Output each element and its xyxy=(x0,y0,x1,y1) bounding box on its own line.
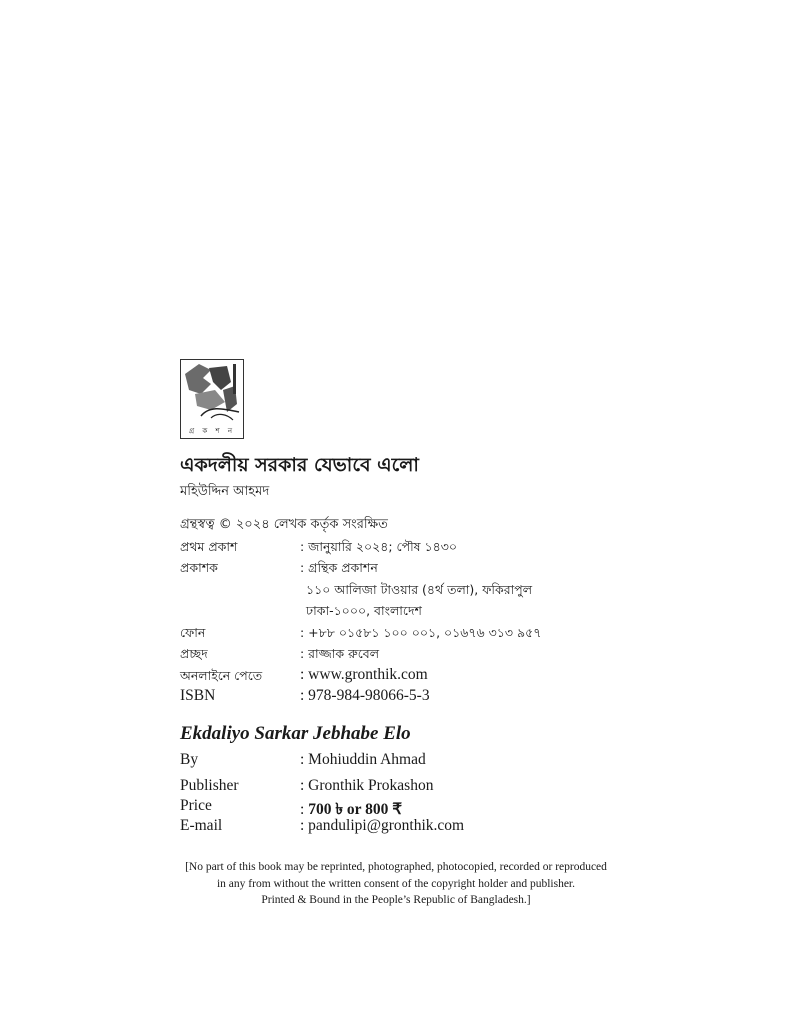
notice-line-1: [No part of this book may be reprinted, photographed, photocopied, recorded or reproduced xyxy=(185,861,607,873)
bangla-book-title: একদলীয় সরকার যেভাবে এলো xyxy=(180,454,419,476)
row-label: By xyxy=(180,751,199,768)
address-line-2: ঢাকা-১০০০, বাংলাদেশ xyxy=(306,603,422,618)
row-label: প্রথম প্রকাশ xyxy=(180,539,238,554)
row-label: Publisher xyxy=(180,777,239,794)
price-amount: 700 ৳ or 800 ₹ xyxy=(308,801,403,818)
price-colon: : xyxy=(300,801,309,818)
row-label: প্রচ্ছদ xyxy=(180,646,208,661)
english-book-title: Ekdaliyo Sarkar Jebhabe Elo xyxy=(180,723,411,744)
bangla-author: মহিউদ্দিন আহমদ xyxy=(180,484,270,499)
row-label: প্রকাশক xyxy=(180,560,218,575)
row-label: ফোন xyxy=(180,625,206,640)
email-link[interactable]: : pandulipi@gronthik.com xyxy=(300,817,465,834)
row-value: : +৮৮ ০১৫৮১ ১০০ ০০১, ০১৬৭৬ ৩১৩ ৯৫৭ xyxy=(300,625,542,640)
row-value: : Mohiuddin Ahmad xyxy=(300,751,426,768)
row-value: : রাজ্জাক রুবেল xyxy=(300,646,380,661)
notice-line-2: in any from without the written consent of the copyright holder and publisher. xyxy=(216,877,576,890)
logo-text: গ্র ক শ ন xyxy=(188,427,236,435)
address-line-1: ১১০ আলিজা টাওয়ার (৪র্থ তলা), ফকিরাপুল xyxy=(306,582,533,597)
copyright-notice xyxy=(170,859,622,909)
website-link[interactable]: : www.gronthik.com xyxy=(300,666,428,683)
row-value: : জানুয়ারি ২০২৪; পৌষ ১৪৩০ xyxy=(300,539,458,554)
row-label: E-mail xyxy=(180,817,223,834)
row-value: : গ্রন্থিক প্রকাশন xyxy=(300,560,378,575)
notice-line-3: Printed & Bound in the People’s Republic of Bangladesh.] xyxy=(261,894,531,906)
publisher-logo xyxy=(180,359,244,439)
gronthik-publisher-logo-icon xyxy=(181,360,243,426)
row-label: অনলাইনে পেতে xyxy=(180,668,263,683)
row-label: ISBN xyxy=(180,687,216,704)
row-value: : Gronthik Prokashon xyxy=(300,777,434,794)
bangla-copyright: গ্রন্থস্বত্ব © ২০২৪ লেখক কর্তৃক সংরক্ষিত xyxy=(180,517,388,532)
row-value: : 978-984-98066-5-3 xyxy=(300,687,430,704)
row-label: Price xyxy=(180,797,212,814)
